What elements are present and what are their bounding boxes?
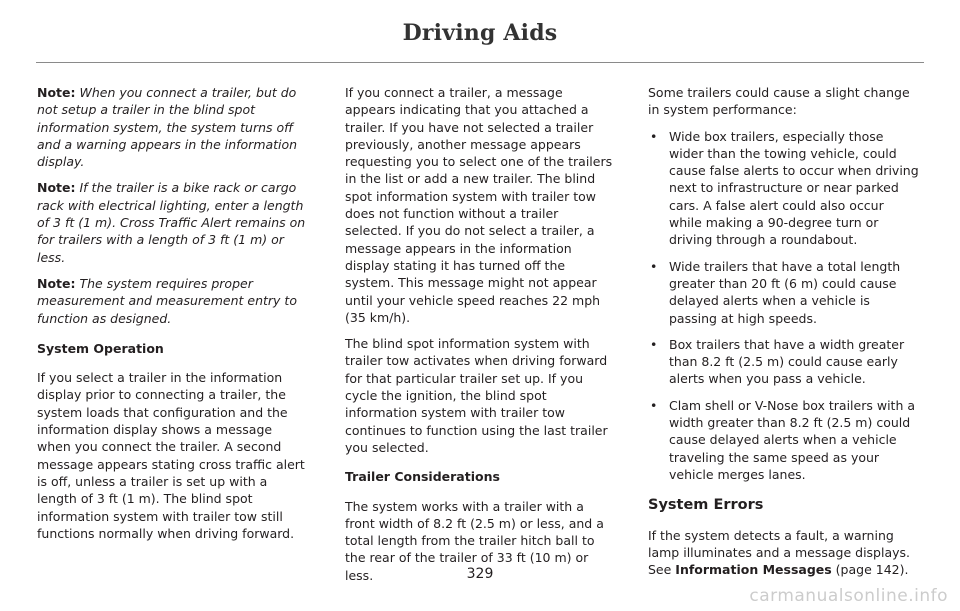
bullet-list bbox=[648, 128, 920, 484]
list-item bbox=[648, 397, 920, 483]
page-number: 329 bbox=[466, 566, 494, 582]
note-2 bbox=[37, 179, 309, 265]
note-label: Note: bbox=[37, 180, 76, 196]
paragraph: Some trailers could cause a slight change in system performance: bbox=[648, 85, 910, 118]
subheading-trailer-considerations: Trailer Considerations bbox=[345, 469, 500, 485]
list-item-text: Wide trailers that have a total length greater than 20 ft (6 m) could cause delayed alerts when a vehicle is passing at high speeds. bbox=[669, 258, 901, 326]
list-item-text: Box trailers that have a width greater than 8.2 ft (2.5 m) could cause early alerts when you pass a vehicle. bbox=[669, 336, 905, 387]
bullet-icon: • bbox=[650, 336, 658, 352]
note-1 bbox=[37, 84, 309, 170]
subheading-system-operation: System Operation bbox=[37, 340, 164, 356]
cross-reference-link[interactable]: Information Messages bbox=[675, 562, 832, 578]
note-label: Note: bbox=[37, 275, 76, 291]
bullet-icon: • bbox=[650, 258, 658, 274]
list-item bbox=[648, 258, 920, 327]
paragraph: The system works with a trailer with a front width of 8.2 ft (2.5 m) or less, and a total length from the trailer hitch ball to the rear of the trailer of 33 ft (10 m) or less. bbox=[345, 498, 604, 583]
paragraph: The blind spot information system with trailer tow activates when driving forward for that particular trailer set up. If you cycle the ignition, the blind spot information system with trailer tow continues to function using the last trailer you selected. bbox=[345, 336, 608, 455]
watermark: carmanualsonline.info bbox=[749, 586, 948, 606]
note-text: If the trailer is a bike rack or cargo rack with electrical lighting, enter a length of 3 ft (1 m). Cross Traffic Alert remains on for trailers with a length of 3 ft (1 m) or less. bbox=[37, 180, 306, 265]
list-item bbox=[648, 128, 920, 249]
paragraph-text: (page 142). bbox=[831, 562, 909, 578]
list-item-text: Wide box trailers, especially those wider than the towing vehicle, could cause false alerts to occur when driving next to infrastructure or near parked cars. A false alert could also occur while making a 90-degree turn or driving through a roundabout. bbox=[669, 128, 919, 248]
list-item-text: Clam shell or V-Nose box trailers with a width greater than 8.2 ft (2.5 m) could cause delayed alerts when a vehicle traveling the same speed as your vehicle merges lanes. bbox=[669, 397, 916, 482]
page-title: Driving Aids bbox=[402, 20, 558, 46]
paragraph-text: If the system detects a fault, a warning lamp illuminates and a message displays. See bbox=[648, 527, 911, 578]
note-label: Note: bbox=[37, 85, 76, 100]
column-right bbox=[648, 84, 920, 587]
section-heading-system-errors: System Errors bbox=[648, 497, 764, 514]
note-text: The system requires proper measurement and measurement entry to function as designed. bbox=[37, 275, 297, 326]
column-left bbox=[37, 84, 309, 551]
note-3 bbox=[37, 275, 309, 327]
paragraph: If you select a trailer in the information display prior to connecting a trailer, the system loads that configuration and the information display shows a message when you connect the trailer. A second message appears stating cross traffic alert is off, unless a trailer is set up with a length of 3 ft (1 m). The blind spot information system with trailer tow still functions normally when driving forward. bbox=[37, 370, 305, 541]
bullet-icon: • bbox=[650, 397, 658, 413]
paragraph: If you connect a trailer, a message appears indicating that you attached a trailer. If you have not selected a trailer previously, another message appears requesting you to select one of the trailers in the list or add a new trailer. The blind spot information system with trailer tow does not function without a trailer selected. If you do not select a trailer, a message appears in the information display stating it has turned off the system. This message might not appear until your vehicle speed reaches 22 mph (35 km/h). bbox=[345, 85, 613, 325]
bullet-icon: • bbox=[650, 128, 658, 144]
note-text: When you connect a trailer, but do not setup a trailer in the blind spot information system, the system turns off and a warning appears in the information display. bbox=[37, 85, 298, 170]
list-item bbox=[648, 336, 920, 388]
column-middle bbox=[345, 84, 617, 593]
header-divider bbox=[36, 62, 924, 63]
